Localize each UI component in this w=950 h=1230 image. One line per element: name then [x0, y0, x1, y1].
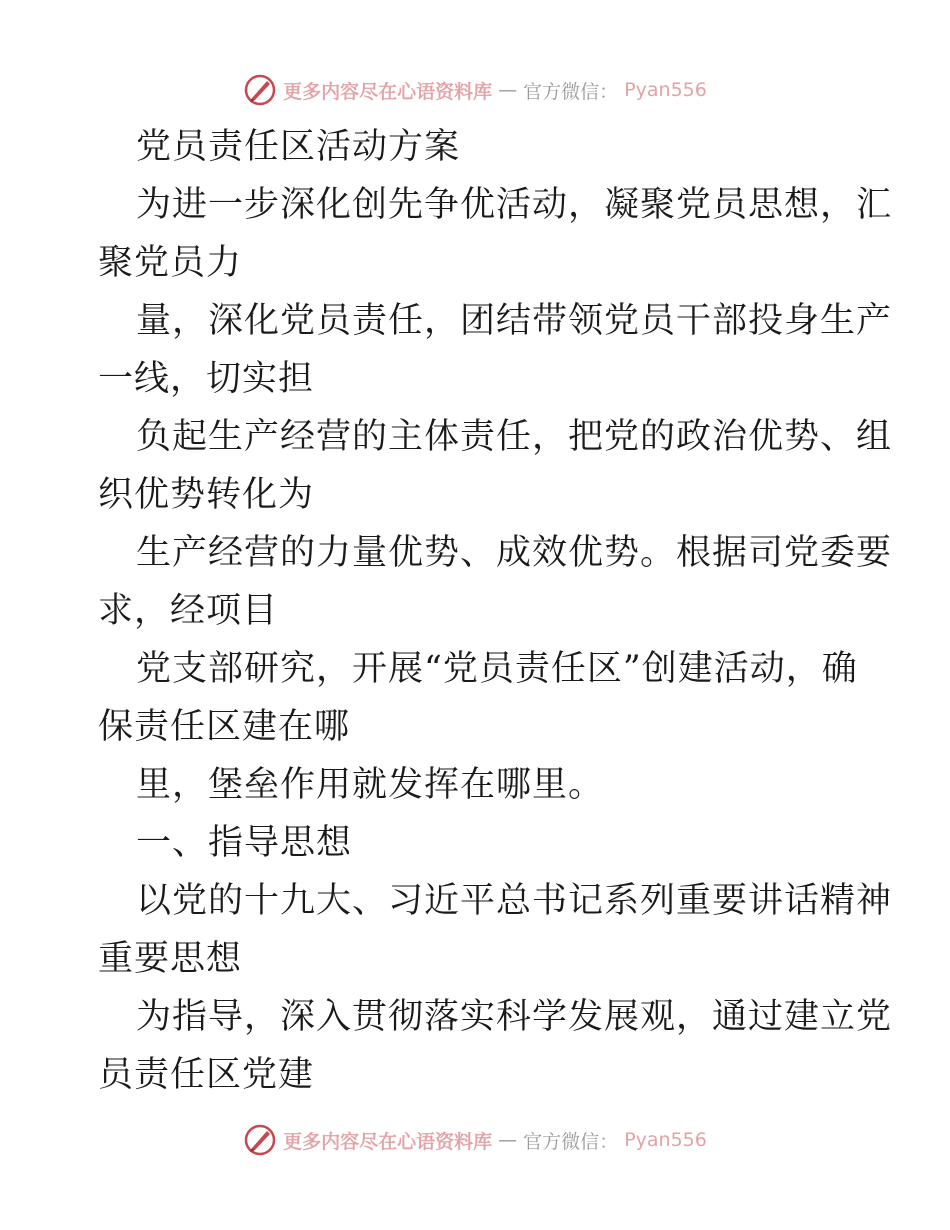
quill-pen-logo-icon: [243, 73, 277, 107]
paragraph-line: 负起生产经营的主体责任，把党的政治优势、组: [136, 417, 893, 457]
paragraph-line: 织优势转化为: [98, 475, 315, 515]
paragraph-line: 里，堡垒作用就发挥在哪里。: [136, 765, 605, 805]
paragraph-line: 量，深化党员责任，团结带领党员干部投身生产: [136, 301, 893, 341]
paragraph-line: 聚党员力: [98, 243, 243, 283]
header-wechat-id: Pyan556: [624, 79, 707, 101]
header-banner: [0, 70, 950, 110]
document-title: 党员责任区活动方案: [136, 127, 461, 167]
paragraph-line: 员责任区党建: [98, 1055, 315, 1095]
paragraph-line: 求，经项目: [98, 591, 279, 631]
paragraph-line: 党支部研究，开展“党员责任区”创建活动，确: [136, 649, 858, 689]
footer-banner: [0, 1120, 950, 1160]
footer-brand-text: 更多内容尽在心语资料库: [283, 1130, 493, 1153]
paragraph-line: 保责任区建在哪: [98, 707, 351, 747]
section-heading: 一、指导思想: [136, 823, 353, 863]
header-separator: —: [498, 79, 518, 101]
paragraph-line: 生产经营的力量优势、成效优势。根据司党委要: [136, 533, 893, 573]
footer-wechat-id: Pyan556: [624, 1129, 707, 1151]
document-body: [98, 118, 893, 1104]
paragraph-line: 重要思想: [98, 939, 243, 979]
quill-pen-logo-icon: [243, 1123, 277, 1157]
header-official-label: 官方微信：: [523, 80, 619, 103]
paragraph-line: 以党的十九大、习近平总书记系列重要讲话精神: [136, 881, 893, 921]
footer-official-label: 官方微信：: [523, 1130, 619, 1153]
paragraph-line: 为进一步深化创先争优活动，凝聚党员思想，汇: [136, 185, 893, 225]
paragraph-line: 为指导，深入贯彻落实科学发展观，通过建立党: [136, 997, 893, 1037]
footer-separator: —: [498, 1129, 518, 1151]
paragraph-line: 一线，切实担: [98, 359, 315, 399]
header-brand-text: 更多内容尽在心语资料库: [283, 80, 493, 103]
